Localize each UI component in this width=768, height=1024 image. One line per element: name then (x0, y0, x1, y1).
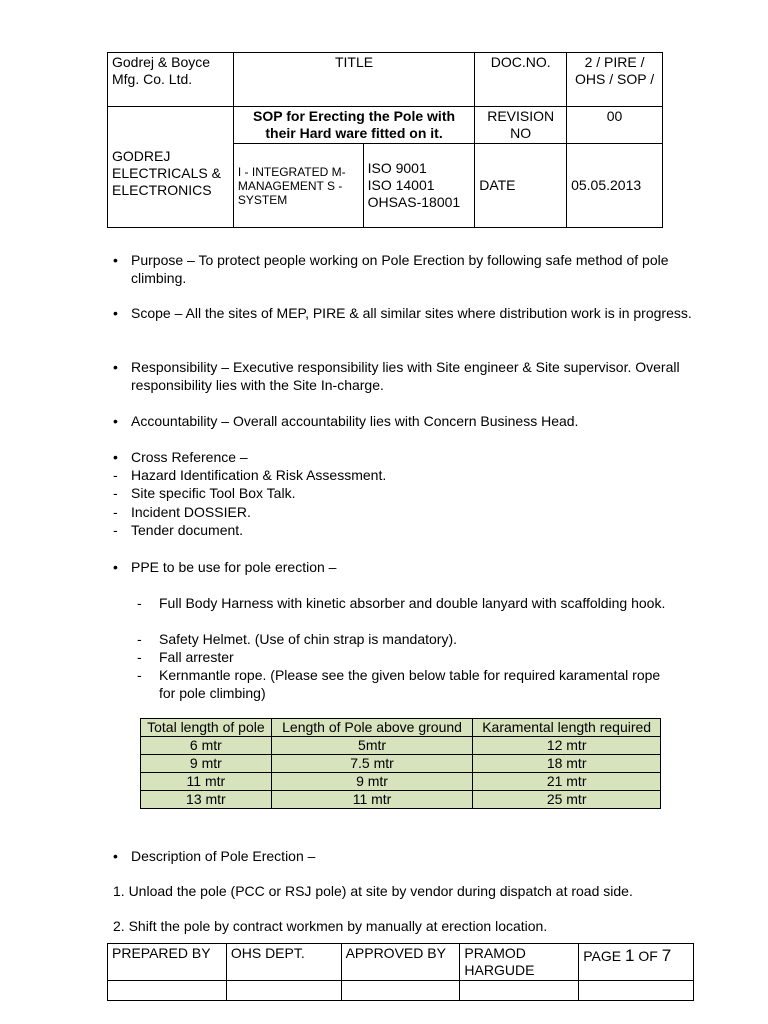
responsibility-text: Responsibility – Executive responsibility lies with Site engineer & Site supervisor. Overall responsibility lies with the Site In-charge. (131, 359, 680, 393)
doc-no-value: 2 / PIRE / OHS / SOP / (567, 53, 663, 107)
table-row: 13 mtr 11 mtr 25 mtr (141, 791, 661, 809)
bullet-icon: • (113, 359, 118, 375)
bullet-icon: • (113, 413, 118, 429)
date-value: 05.05.2013 (567, 144, 663, 228)
cross-reference-heading: Cross Reference – (131, 449, 248, 465)
purpose-text: Purpose – To protect people working on Pole Erection by following safe method of pole climbing. (131, 252, 669, 286)
table-row: 9 mtr 7.5 mtr 18 mtr (141, 755, 661, 773)
approved-by-value: PRAMOD HARGUDE (460, 944, 579, 981)
iso-9001: ISO 9001 (367, 160, 427, 176)
division-name: GODREJ ELECTRICALS & ELECTRONICS (108, 107, 234, 228)
prepared-by-value: OHS DEPT. (226, 944, 341, 981)
approved-by-label: APPROVED BY (341, 944, 460, 981)
ppe-heading: PPE to be use for pole erection – (131, 559, 337, 575)
bullet-icon: • (113, 449, 118, 465)
date-label: DATE (475, 144, 567, 228)
document-header-table (107, 52, 663, 228)
ims-label: I - INTEGRATED M-MANAGEMENT S - SYSTEM (233, 144, 363, 228)
step-item: 1. Unload the pole (PCC or RSJ pole) at site by vendor during dispatch at road side. (113, 883, 633, 899)
description-heading: Description of Pole Erection – (131, 848, 316, 864)
bullet-icon: • (113, 848, 118, 864)
step-item: 2. Shift the pole by contract workmen by manually at erection location. (113, 918, 548, 934)
document-title: SOP for Erecting the Pole with their Hard ware fitted on it. (233, 107, 474, 144)
bullet-icon: • (113, 559, 118, 575)
page-number: PAGE 1 OF 7 (579, 944, 694, 981)
accountability-text: Accountability – Overall accountability lies with Concern Business Head. (131, 413, 579, 429)
ohsas-18001: OHSAS-18001 (367, 194, 461, 210)
table-row: 6 mtr 5mtr 12 mtr (141, 737, 661, 755)
table-header: Total length of pole (141, 719, 272, 737)
rope-length-table (140, 718, 661, 809)
iso-standards (363, 144, 475, 228)
scope-text: Scope – All the sites of MEP, PIRE & all similar sites where distribution work is in progress. (131, 305, 692, 321)
bullet-icon: • (113, 305, 118, 321)
table-header: Length of Pole above ground (271, 719, 473, 737)
doc-no-label: DOC.NO. (475, 53, 567, 107)
iso-14001: ISO 14001 (367, 177, 435, 193)
document-footer-table (107, 943, 694, 1001)
prepared-by-label: PREPARED BY (108, 944, 227, 981)
revision-value: 00 (567, 107, 663, 144)
title-label: TITLE (233, 53, 474, 107)
bullet-icon: • (113, 252, 118, 268)
table-header: Karamental length required (473, 719, 661, 737)
company-name: Godrej & Boyce Mfg. Co. Ltd. (108, 53, 234, 107)
table-row: 11 mtr 9 mtr 21 mtr (141, 773, 661, 791)
revision-label: REVISION NO (475, 107, 567, 144)
